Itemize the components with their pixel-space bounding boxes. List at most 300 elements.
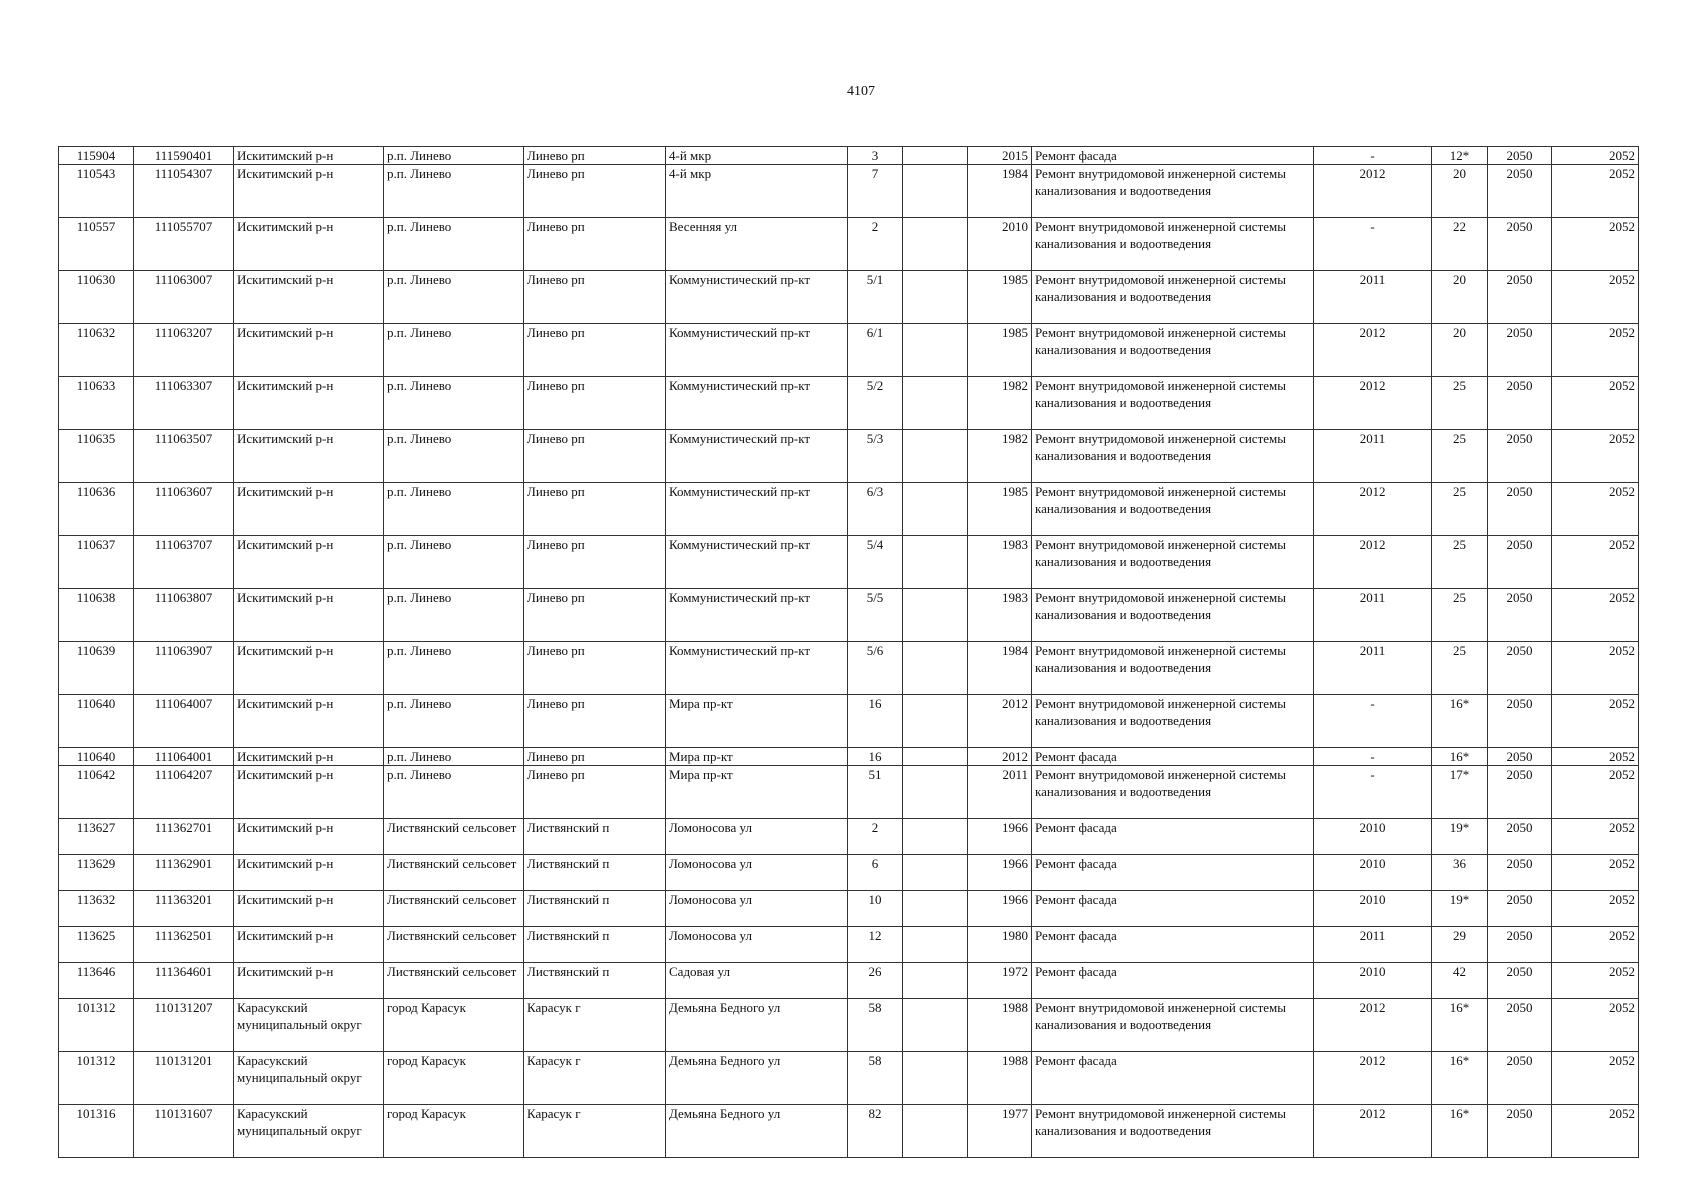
house-cell: 12 bbox=[848, 927, 903, 963]
plan-start-cell: 2050 bbox=[1488, 748, 1552, 766]
district-cell: Искитимский р-н bbox=[234, 536, 384, 589]
settlement-cell: Листвянский сельсовет bbox=[384, 963, 524, 999]
work-type-cell: Ремонт внутридомовой инженерной системы канализования и водоотведения bbox=[1032, 536, 1314, 589]
street-cell: Садовая ул bbox=[666, 963, 848, 999]
district-cell: Искитимский р-н bbox=[234, 855, 384, 891]
table-row bbox=[59, 589, 1639, 642]
house-cell: 5/5 bbox=[848, 589, 903, 642]
last-repair-cell: 2011 bbox=[1314, 430, 1432, 483]
row-id-cell: 110637 bbox=[59, 536, 134, 589]
district-cell: Искитимский р-н bbox=[234, 430, 384, 483]
last-repair-cell: 2012 bbox=[1314, 999, 1432, 1052]
district-cell: Искитимский р-н bbox=[234, 377, 384, 430]
street-cell: Ломоносова ул bbox=[666, 855, 848, 891]
code-cell: 111362701 bbox=[134, 819, 234, 855]
row-id-cell: 113629 bbox=[59, 855, 134, 891]
settlement-cell: Листвянский сельсовет bbox=[384, 927, 524, 963]
house-cell: 58 bbox=[848, 1052, 903, 1105]
plan-start-cell: 2050 bbox=[1488, 963, 1552, 999]
work-type-cell: Ремонт фасада bbox=[1032, 963, 1314, 999]
code-cell: 111063707 bbox=[134, 536, 234, 589]
year-built-cell: 1985 bbox=[968, 483, 1032, 536]
street-cell: Коммунистический пр-кт bbox=[666, 589, 848, 642]
district-cell: Карасукский муниципальный округ bbox=[234, 1052, 384, 1105]
code-cell: 110131207 bbox=[134, 999, 234, 1052]
work-type-cell: Ремонт фасада bbox=[1032, 855, 1314, 891]
year-built-cell: 1983 bbox=[968, 589, 1032, 642]
row-id-cell: 101312 bbox=[59, 1052, 134, 1105]
plan-start-cell: 2050 bbox=[1488, 218, 1552, 271]
plan-end-cell: 2052 bbox=[1552, 589, 1639, 642]
plan-end-cell: 2052 bbox=[1552, 891, 1639, 927]
row-id-cell: 110543 bbox=[59, 165, 134, 218]
house-cell: 10 bbox=[848, 891, 903, 927]
plan-start-cell: 2050 bbox=[1488, 819, 1552, 855]
norm-cell: 25 bbox=[1432, 589, 1488, 642]
locality-cell: Линево рп bbox=[524, 430, 666, 483]
table-row bbox=[59, 430, 1639, 483]
norm-cell: 17* bbox=[1432, 766, 1488, 819]
last-repair-cell: 2012 bbox=[1314, 1105, 1432, 1158]
plan-end-cell: 2052 bbox=[1552, 165, 1639, 218]
district-cell: Карасукский муниципальный округ bbox=[234, 1105, 384, 1158]
extra-cell bbox=[903, 377, 968, 430]
locality-cell: Листвянский п bbox=[524, 819, 666, 855]
plan-start-cell: 2050 bbox=[1488, 271, 1552, 324]
extra-cell bbox=[903, 748, 968, 766]
locality-cell: Линево рп bbox=[524, 589, 666, 642]
plan-start-cell: 2050 bbox=[1488, 999, 1552, 1052]
norm-cell: 19* bbox=[1432, 819, 1488, 855]
plan-end-cell: 2052 bbox=[1552, 819, 1639, 855]
locality-cell: Карасук г bbox=[524, 999, 666, 1052]
locality-cell: Листвянский п bbox=[524, 927, 666, 963]
code-cell: 111054307 bbox=[134, 165, 234, 218]
street-cell: Демьяна Бедного ул bbox=[666, 1105, 848, 1158]
norm-cell: 25 bbox=[1432, 377, 1488, 430]
locality-cell: Карасук г bbox=[524, 1052, 666, 1105]
table-row bbox=[59, 748, 1639, 766]
last-repair-cell: - bbox=[1314, 748, 1432, 766]
extra-cell bbox=[903, 483, 968, 536]
street-cell: Ломоносова ул bbox=[666, 927, 848, 963]
last-repair-cell: 2010 bbox=[1314, 855, 1432, 891]
district-cell: Искитимский р-н bbox=[234, 819, 384, 855]
district-cell: Искитимский р-н bbox=[234, 891, 384, 927]
code-cell: 111055707 bbox=[134, 218, 234, 271]
locality-cell: Линево рп bbox=[524, 147, 666, 165]
settlement-cell: р.п. Линево bbox=[384, 483, 524, 536]
house-cell: 5/4 bbox=[848, 536, 903, 589]
last-repair-cell: 2012 bbox=[1314, 536, 1432, 589]
settlement-cell: р.п. Линево bbox=[384, 695, 524, 748]
norm-cell: 16* bbox=[1432, 1105, 1488, 1158]
year-built-cell: 1980 bbox=[968, 927, 1032, 963]
last-repair-cell: - bbox=[1314, 695, 1432, 748]
plan-start-cell: 2050 bbox=[1488, 766, 1552, 819]
norm-cell: 16* bbox=[1432, 999, 1488, 1052]
house-cell: 6 bbox=[848, 855, 903, 891]
house-cell: 5/3 bbox=[848, 430, 903, 483]
year-built-cell: 2010 bbox=[968, 218, 1032, 271]
extra-cell bbox=[903, 147, 968, 165]
house-cell: 5/6 bbox=[848, 642, 903, 695]
street-cell: Демьяна Бедного ул bbox=[666, 1052, 848, 1105]
settlement-cell: город Карасук bbox=[384, 999, 524, 1052]
extra-cell bbox=[903, 642, 968, 695]
table-row bbox=[59, 819, 1639, 855]
extra-cell bbox=[903, 927, 968, 963]
last-repair-cell: - bbox=[1314, 766, 1432, 819]
norm-cell: 42 bbox=[1432, 963, 1488, 999]
house-cell: 5/2 bbox=[848, 377, 903, 430]
extra-cell bbox=[903, 271, 968, 324]
district-cell: Искитимский р-н bbox=[234, 927, 384, 963]
row-id-cell: 101312 bbox=[59, 999, 134, 1052]
code-cell: 111063907 bbox=[134, 642, 234, 695]
house-cell: 6/3 bbox=[848, 483, 903, 536]
row-id-cell: 110640 bbox=[59, 695, 134, 748]
house-cell: 3 bbox=[848, 147, 903, 165]
plan-end-cell: 2052 bbox=[1552, 430, 1639, 483]
settlement-cell: р.п. Линево bbox=[384, 766, 524, 819]
norm-cell: 20 bbox=[1432, 271, 1488, 324]
plan-end-cell: 2052 bbox=[1552, 218, 1639, 271]
plan-start-cell: 2050 bbox=[1488, 642, 1552, 695]
last-repair-cell: 2010 bbox=[1314, 891, 1432, 927]
work-type-cell: Ремонт фасада bbox=[1032, 1052, 1314, 1105]
street-cell: Коммунистический пр-кт bbox=[666, 271, 848, 324]
street-cell: Мира пр-кт bbox=[666, 748, 848, 766]
table-body bbox=[59, 147, 1639, 1158]
locality-cell: Линево рп bbox=[524, 483, 666, 536]
year-built-cell: 2012 bbox=[968, 748, 1032, 766]
house-cell: 51 bbox=[848, 766, 903, 819]
settlement-cell: р.п. Линево bbox=[384, 377, 524, 430]
plan-start-cell: 2050 bbox=[1488, 377, 1552, 430]
locality-cell: Линево рп bbox=[524, 218, 666, 271]
year-built-cell: 2011 bbox=[968, 766, 1032, 819]
extra-cell bbox=[903, 536, 968, 589]
table-row bbox=[59, 1105, 1639, 1158]
district-cell: Искитимский р-н bbox=[234, 589, 384, 642]
repair-registry-table bbox=[58, 146, 1639, 1158]
locality-cell: Линево рп bbox=[524, 748, 666, 766]
plan-end-cell: 2052 bbox=[1552, 1052, 1639, 1105]
table-row bbox=[59, 536, 1639, 589]
row-id-cell: 113632 bbox=[59, 891, 134, 927]
table-row bbox=[59, 855, 1639, 891]
settlement-cell: р.п. Линево bbox=[384, 324, 524, 377]
row-id-cell: 110632 bbox=[59, 324, 134, 377]
year-built-cell: 1984 bbox=[968, 165, 1032, 218]
table-row bbox=[59, 999, 1639, 1052]
row-id-cell: 110638 bbox=[59, 589, 134, 642]
plan-end-cell: 2052 bbox=[1552, 483, 1639, 536]
locality-cell: Линево рп bbox=[524, 377, 666, 430]
norm-cell: 22 bbox=[1432, 218, 1488, 271]
settlement-cell: город Карасук bbox=[384, 1052, 524, 1105]
district-cell: Искитимский р-н bbox=[234, 165, 384, 218]
last-repair-cell: 2012 bbox=[1314, 377, 1432, 430]
extra-cell bbox=[903, 891, 968, 927]
plan-end-cell: 2052 bbox=[1552, 1105, 1639, 1158]
norm-cell: 16* bbox=[1432, 748, 1488, 766]
year-built-cell: 1985 bbox=[968, 324, 1032, 377]
house-cell: 26 bbox=[848, 963, 903, 999]
norm-cell: 20 bbox=[1432, 324, 1488, 377]
year-built-cell: 1988 bbox=[968, 999, 1032, 1052]
settlement-cell: р.п. Линево bbox=[384, 271, 524, 324]
code-cell: 111362501 bbox=[134, 927, 234, 963]
work-type-cell: Ремонт внутридомовой инженерной системы канализования и водоотведения bbox=[1032, 324, 1314, 377]
extra-cell bbox=[903, 695, 968, 748]
plan-start-cell: 2050 bbox=[1488, 324, 1552, 377]
work-type-cell: Ремонт внутридомовой инженерной системы канализования и водоотведения bbox=[1032, 430, 1314, 483]
street-cell: Коммунистический пр-кт bbox=[666, 483, 848, 536]
table-row bbox=[59, 218, 1639, 271]
table-row bbox=[59, 927, 1639, 963]
locality-cell: Карасук г bbox=[524, 1105, 666, 1158]
code-cell: 111063607 bbox=[134, 483, 234, 536]
work-type-cell: Ремонт фасада bbox=[1032, 819, 1314, 855]
district-cell: Искитимский р-н bbox=[234, 766, 384, 819]
last-repair-cell: 2010 bbox=[1314, 963, 1432, 999]
work-type-cell: Ремонт внутридомовой инженерной системы канализования и водоотведения bbox=[1032, 218, 1314, 271]
settlement-cell: Листвянский сельсовет bbox=[384, 819, 524, 855]
year-built-cell: 1966 bbox=[968, 855, 1032, 891]
last-repair-cell: 2012 bbox=[1314, 1052, 1432, 1105]
row-id-cell: 110640 bbox=[59, 748, 134, 766]
norm-cell: 19* bbox=[1432, 891, 1488, 927]
locality-cell: Листвянский п bbox=[524, 855, 666, 891]
locality-cell: Линево рп bbox=[524, 324, 666, 377]
street-cell: Весенняя ул bbox=[666, 218, 848, 271]
page-number: 4107 bbox=[847, 84, 875, 99]
work-type-cell: Ремонт внутридомовой инженерной системы канализования и водоотведения bbox=[1032, 483, 1314, 536]
settlement-cell: р.п. Линево bbox=[384, 165, 524, 218]
street-cell: 4-й мкр bbox=[666, 165, 848, 218]
street-cell: 4-й мкр bbox=[666, 147, 848, 165]
house-cell: 7 bbox=[848, 165, 903, 218]
last-repair-cell: 2011 bbox=[1314, 642, 1432, 695]
year-built-cell: 1972 bbox=[968, 963, 1032, 999]
table-row bbox=[59, 377, 1639, 430]
locality-cell: Листвянский п bbox=[524, 963, 666, 999]
plan-end-cell: 2052 bbox=[1552, 271, 1639, 324]
year-built-cell: 2015 bbox=[968, 147, 1032, 165]
settlement-cell: город Карасук bbox=[384, 1105, 524, 1158]
row-id-cell: 110639 bbox=[59, 642, 134, 695]
table-row bbox=[59, 695, 1639, 748]
plan-start-cell: 2050 bbox=[1488, 855, 1552, 891]
house-cell: 16 bbox=[848, 695, 903, 748]
row-id-cell: 110557 bbox=[59, 218, 134, 271]
table-row bbox=[59, 766, 1639, 819]
plan-end-cell: 2052 bbox=[1552, 536, 1639, 589]
year-built-cell: 1966 bbox=[968, 891, 1032, 927]
plan-end-cell: 2052 bbox=[1552, 324, 1639, 377]
settlement-cell: р.п. Линево bbox=[384, 748, 524, 766]
year-built-cell: 1982 bbox=[968, 430, 1032, 483]
plan-end-cell: 2052 bbox=[1552, 766, 1639, 819]
row-id-cell: 110642 bbox=[59, 766, 134, 819]
norm-cell: 25 bbox=[1432, 483, 1488, 536]
norm-cell: 16* bbox=[1432, 695, 1488, 748]
plan-end-cell: 2052 bbox=[1552, 963, 1639, 999]
plan-start-cell: 2050 bbox=[1488, 147, 1552, 165]
locality-cell: Линево рп bbox=[524, 695, 666, 748]
year-built-cell: 1984 bbox=[968, 642, 1032, 695]
extra-cell bbox=[903, 855, 968, 891]
house-cell: 6/1 bbox=[848, 324, 903, 377]
extra-cell bbox=[903, 1052, 968, 1105]
last-repair-cell: 2011 bbox=[1314, 589, 1432, 642]
district-cell: Искитимский р-н bbox=[234, 271, 384, 324]
work-type-cell: Ремонт фасада bbox=[1032, 927, 1314, 963]
district-cell: Искитимский р-н bbox=[234, 483, 384, 536]
settlement-cell: р.п. Линево bbox=[384, 589, 524, 642]
work-type-cell: Ремонт фасада bbox=[1032, 748, 1314, 766]
locality-cell: Линево рп bbox=[524, 766, 666, 819]
locality-cell: Линево рп bbox=[524, 536, 666, 589]
norm-cell: 25 bbox=[1432, 642, 1488, 695]
house-cell: 5/1 bbox=[848, 271, 903, 324]
plan-start-cell: 2050 bbox=[1488, 891, 1552, 927]
code-cell: 111063307 bbox=[134, 377, 234, 430]
plan-end-cell: 2052 bbox=[1552, 927, 1639, 963]
extra-cell bbox=[903, 1105, 968, 1158]
year-built-cell: 1983 bbox=[968, 536, 1032, 589]
norm-cell: 25 bbox=[1432, 430, 1488, 483]
plan-start-cell: 2050 bbox=[1488, 536, 1552, 589]
code-cell: 110131607 bbox=[134, 1105, 234, 1158]
last-repair-cell: 2011 bbox=[1314, 927, 1432, 963]
year-built-cell: 2012 bbox=[968, 695, 1032, 748]
table-row bbox=[59, 324, 1639, 377]
work-type-cell: Ремонт внутридомовой инженерной системы канализования и водоотведения bbox=[1032, 695, 1314, 748]
norm-cell: 12* bbox=[1432, 147, 1488, 165]
plan-end-cell: 2052 bbox=[1552, 855, 1639, 891]
street-cell: Демьяна Бедного ул bbox=[666, 999, 848, 1052]
norm-cell: 36 bbox=[1432, 855, 1488, 891]
locality-cell: Линево рп bbox=[524, 165, 666, 218]
work-type-cell: Ремонт внутридомовой инженерной системы канализования и водоотведения bbox=[1032, 589, 1314, 642]
row-id-cell: 113625 bbox=[59, 927, 134, 963]
extra-cell bbox=[903, 324, 968, 377]
code-cell: 111063807 bbox=[134, 589, 234, 642]
norm-cell: 20 bbox=[1432, 165, 1488, 218]
row-id-cell: 113646 bbox=[59, 963, 134, 999]
street-cell: Коммунистический пр-кт bbox=[666, 324, 848, 377]
table-row bbox=[59, 147, 1639, 165]
table-row bbox=[59, 271, 1639, 324]
plan-end-cell: 2052 bbox=[1552, 642, 1639, 695]
last-repair-cell: 2010 bbox=[1314, 819, 1432, 855]
extra-cell bbox=[903, 165, 968, 218]
district-cell: Искитимский р-н bbox=[234, 695, 384, 748]
norm-cell: 29 bbox=[1432, 927, 1488, 963]
locality-cell: Линево рп bbox=[524, 271, 666, 324]
plan-start-cell: 2050 bbox=[1488, 483, 1552, 536]
extra-cell bbox=[903, 430, 968, 483]
plan-end-cell: 2052 bbox=[1552, 147, 1639, 165]
last-repair-cell: 2011 bbox=[1314, 271, 1432, 324]
district-cell: Искитимский р-н bbox=[234, 642, 384, 695]
district-cell: Искитимский р-н bbox=[234, 748, 384, 766]
code-cell: 111064207 bbox=[134, 766, 234, 819]
work-type-cell: Ремонт внутридомовой инженерной системы канализования и водоотведения bbox=[1032, 1105, 1314, 1158]
work-type-cell: Ремонт внутридомовой инженерной системы канализования и водоотведения bbox=[1032, 766, 1314, 819]
settlement-cell: р.п. Линево bbox=[384, 536, 524, 589]
code-cell: 111063507 bbox=[134, 430, 234, 483]
extra-cell bbox=[903, 218, 968, 271]
work-type-cell: Ремонт внутридомовой инженерной системы канализования и водоотведения bbox=[1032, 165, 1314, 218]
code-cell: 111064007 bbox=[134, 695, 234, 748]
table-row bbox=[59, 165, 1639, 218]
table-row bbox=[59, 1052, 1639, 1105]
district-cell: Искитимский р-н bbox=[234, 963, 384, 999]
plan-start-cell: 2050 bbox=[1488, 430, 1552, 483]
extra-cell bbox=[903, 819, 968, 855]
norm-cell: 25 bbox=[1432, 536, 1488, 589]
code-cell: 111590401 bbox=[134, 147, 234, 165]
locality-cell: Листвянский п bbox=[524, 891, 666, 927]
year-built-cell: 1966 bbox=[968, 819, 1032, 855]
plan-start-cell: 2050 bbox=[1488, 165, 1552, 218]
last-repair-cell: 2012 bbox=[1314, 483, 1432, 536]
settlement-cell: Листвянский сельсовет bbox=[384, 855, 524, 891]
settlement-cell: р.п. Линево bbox=[384, 218, 524, 271]
plan-start-cell: 2050 bbox=[1488, 695, 1552, 748]
street-cell: Ломоносова ул bbox=[666, 891, 848, 927]
row-id-cell: 110636 bbox=[59, 483, 134, 536]
code-cell: 111063007 bbox=[134, 271, 234, 324]
last-repair-cell: - bbox=[1314, 218, 1432, 271]
settlement-cell: р.п. Линево bbox=[384, 642, 524, 695]
code-cell: 110131201 bbox=[134, 1052, 234, 1105]
year-built-cell: 1988 bbox=[968, 1052, 1032, 1105]
extra-cell bbox=[903, 999, 968, 1052]
house-cell: 16 bbox=[848, 748, 903, 766]
plan-start-cell: 2050 bbox=[1488, 927, 1552, 963]
settlement-cell: Листвянский сельсовет bbox=[384, 891, 524, 927]
row-id-cell: 113627 bbox=[59, 819, 134, 855]
plan-end-cell: 2052 bbox=[1552, 377, 1639, 430]
row-id-cell: 101316 bbox=[59, 1105, 134, 1158]
district-cell: Искитимский р-н bbox=[234, 147, 384, 165]
row-id-cell: 110630 bbox=[59, 271, 134, 324]
district-cell: Искитимский р-н bbox=[234, 218, 384, 271]
street-cell: Мира пр-кт bbox=[666, 695, 848, 748]
street-cell: Коммунистический пр-кт bbox=[666, 377, 848, 430]
plan-end-cell: 2052 bbox=[1552, 748, 1639, 766]
district-cell: Искитимский р-н bbox=[234, 324, 384, 377]
extra-cell bbox=[903, 963, 968, 999]
last-repair-cell: 2012 bbox=[1314, 165, 1432, 218]
house-cell: 58 bbox=[848, 999, 903, 1052]
last-repair-cell: - bbox=[1314, 147, 1432, 165]
row-id-cell: 110633 bbox=[59, 377, 134, 430]
year-built-cell: 1977 bbox=[968, 1105, 1032, 1158]
work-type-cell: Ремонт фасада bbox=[1032, 891, 1314, 927]
plan-end-cell: 2052 bbox=[1552, 695, 1639, 748]
code-cell: 111363201 bbox=[134, 891, 234, 927]
row-id-cell: 115904 bbox=[59, 147, 134, 165]
work-type-cell: Ремонт внутридомовой инженерной системы канализования и водоотведения bbox=[1032, 642, 1314, 695]
plan-start-cell: 2050 bbox=[1488, 1105, 1552, 1158]
plan-start-cell: 2050 bbox=[1488, 1052, 1552, 1105]
